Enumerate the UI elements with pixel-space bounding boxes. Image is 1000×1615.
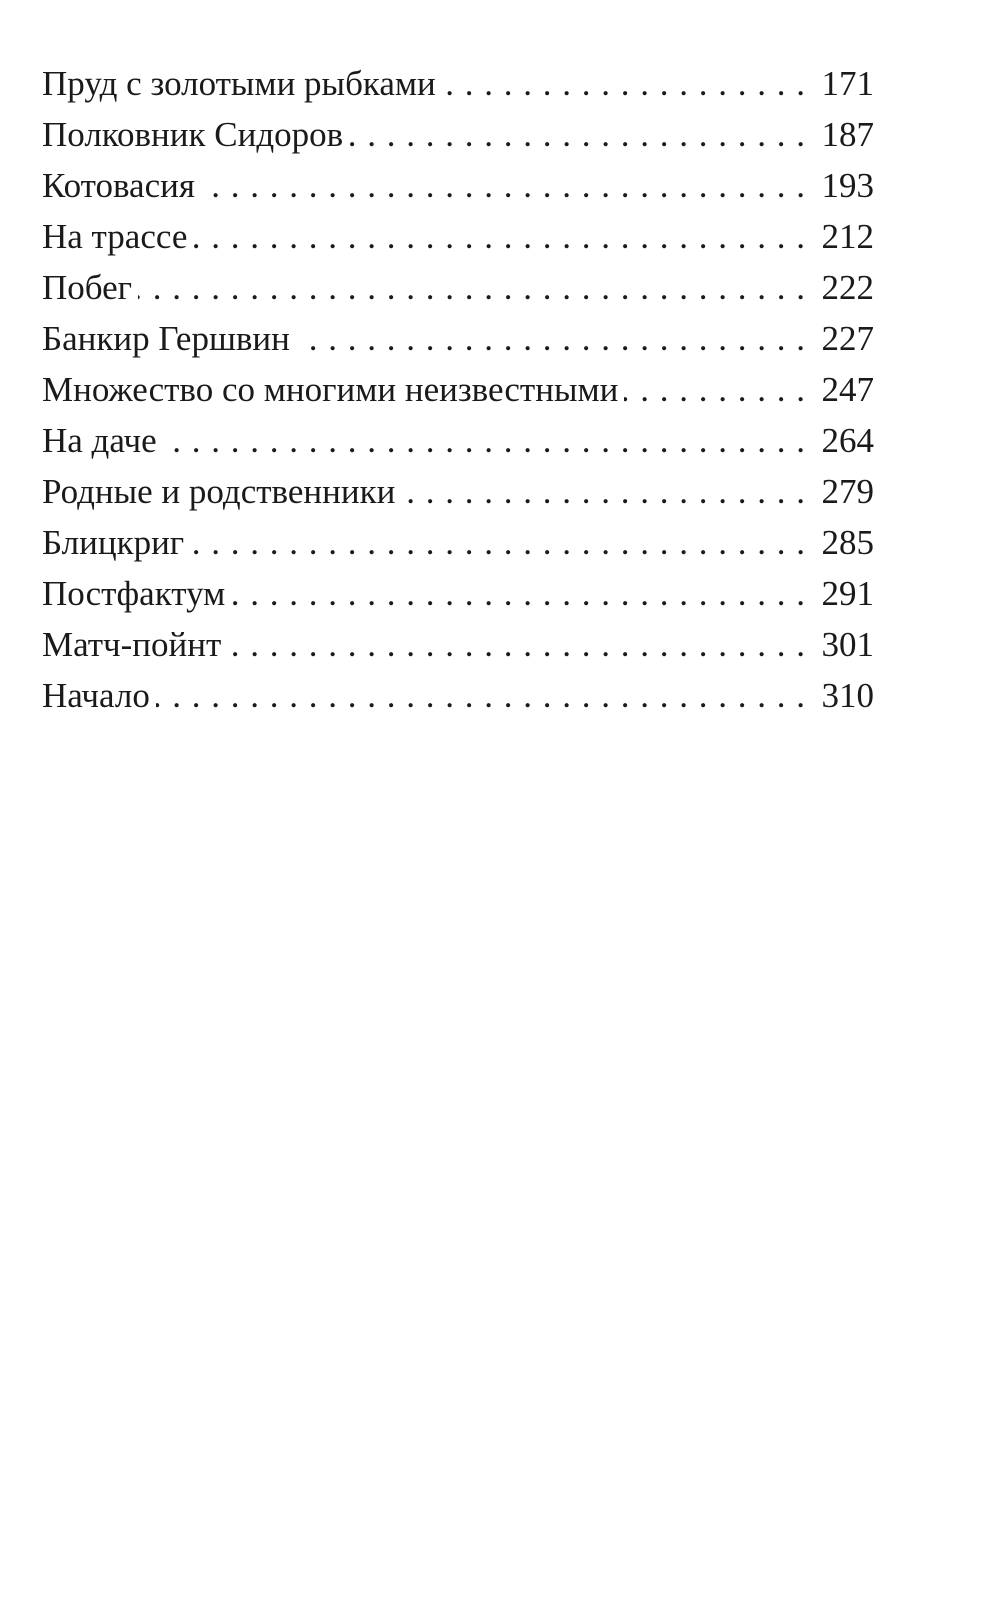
toc-entry	[42, 517, 874, 568]
toc-entry-title: Матч-пойнт	[42, 625, 222, 664]
toc-entry	[42, 619, 874, 670]
toc-leader-dots	[349, 109, 806, 160]
toc-entry-page: 291	[821, 574, 874, 613]
toc-entry	[42, 313, 874, 364]
toc-entry-page: 171	[821, 64, 874, 103]
toc-entry-title: На даче	[42, 421, 157, 460]
toc-entry-page: 285	[821, 523, 874, 562]
toc-entry-page: 301	[821, 625, 874, 664]
toc-entry	[42, 58, 874, 109]
toc-entry	[42, 415, 874, 466]
toc-entry-title: Постфактум	[42, 574, 226, 613]
toc-entry-page: 222	[821, 268, 874, 307]
toc-entry-title: Множество со многими неизвестными	[42, 370, 619, 409]
toc-leader-dots	[156, 670, 806, 721]
toc-entry-page: 187	[821, 115, 874, 154]
toc-entry-title: Родные и родственники	[42, 472, 396, 511]
toc-leader-dots	[231, 568, 806, 619]
toc-leader-dots	[138, 262, 806, 313]
toc-entry-title: Пруд с золотыми рыбками	[42, 64, 436, 103]
toc-leader-dots	[624, 364, 806, 415]
toc-leader-dots	[401, 466, 806, 517]
toc-entry-page: 247	[821, 370, 874, 409]
toc-entry-title: На трассе	[42, 217, 188, 256]
toc-leader-dots	[227, 619, 806, 670]
toc-entry-title: Полковник Сидоров	[42, 115, 344, 154]
toc-leader-dots	[190, 517, 806, 568]
toc-entry-page: 227	[821, 319, 874, 358]
toc-entry	[42, 364, 874, 415]
toc-entry	[42, 568, 874, 619]
toc-entry	[42, 262, 874, 313]
toc-entry-page: 193	[821, 166, 874, 205]
toc-entry	[42, 160, 874, 211]
toc-entry-title: Котовасия	[42, 166, 195, 205]
toc-entry-title: Побег	[42, 268, 133, 307]
toc-entry-page: 212	[821, 217, 874, 256]
toc-entry	[42, 211, 874, 262]
toc-entry-title: Блицкриг	[42, 523, 185, 562]
toc-entry	[42, 466, 874, 517]
toc-leader-dots	[201, 160, 806, 211]
toc-leader-dots	[442, 58, 806, 109]
toc-entry-page: 310	[821, 676, 874, 715]
toc-leader-dots	[163, 415, 806, 466]
table-of-contents	[42, 58, 874, 721]
toc-leader-dots	[193, 211, 806, 262]
toc-entry-page: 264	[821, 421, 874, 460]
toc-entry	[42, 109, 874, 160]
toc-entry-title: Начало	[42, 676, 150, 715]
toc-entry-page: 279	[821, 472, 874, 511]
toc-entry-title: Банкир Гершвин	[42, 319, 290, 358]
toc-entry	[42, 670, 874, 721]
toc-leader-dots	[296, 313, 806, 364]
